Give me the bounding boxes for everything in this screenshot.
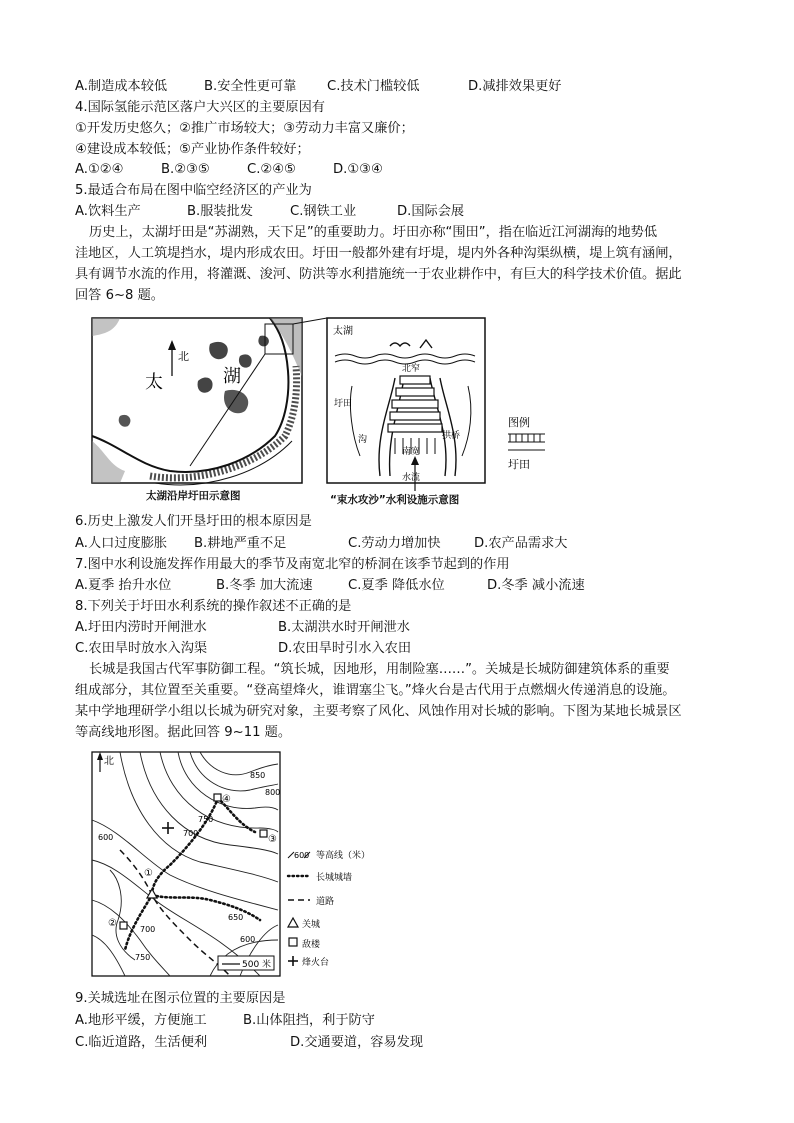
passage1-line-4: 回答 6~8 题。 xyxy=(75,288,164,303)
q6-option-d[interactable]: D.农产品需求大 xyxy=(474,536,568,551)
passage2-line-1: 长城是我国古代军事防御工程。“筑长城，因地形，用制险塞……”。关城是长城防御建筑体系的重要 xyxy=(89,662,670,677)
q4-stem: 4.国际氢能示范区落户大兴区的主要原因有 xyxy=(75,100,325,115)
fig1-lake-char-2: 湖 xyxy=(223,366,241,387)
q9-option-c[interactable]: C.临近道路，生活便利 xyxy=(75,1035,208,1050)
passage1-line-2: 洼地区，人工筑堤挡水，堤内形成农田。圩田一般都外建有圩堤，堤内外各种沟渠纵横，堤上筑有涵闸， xyxy=(75,246,682,261)
fig1-shuiliu-label: 水流 xyxy=(402,473,421,483)
q5-option-b[interactable]: B.服装批发 xyxy=(187,204,253,219)
q8-option-a[interactable]: A.圩田内涝时开闸泄水 xyxy=(75,620,207,635)
q6-option-c[interactable]: C.劳动力增加快 xyxy=(348,536,441,551)
fig1-north-label: 北 xyxy=(178,350,189,363)
q8-option-d[interactable]: D.农田旱时引水入农田 xyxy=(278,641,412,656)
fig1-beizhai-label: 北窄 xyxy=(402,364,421,374)
fig1-weitian-label: 圩田 xyxy=(334,399,353,409)
q4-statements-2: ④建设成本较低；⑤产业协作条件较好； xyxy=(75,142,310,157)
fig2-contour-600: 600 xyxy=(98,833,114,842)
q3-option-b[interactable]: B.安全性更可靠 xyxy=(204,79,297,94)
fig2-legend-contour: 等高线（米） xyxy=(316,851,370,861)
fig2-contour-850: 850 xyxy=(250,771,266,780)
q7-option-c[interactable]: C.夏季 降低水位 xyxy=(348,578,445,593)
passage2-line-2: 组成部分，其位置至关重要。“登高望烽火，谁谓塞尘飞。”烽火台是古代用于点燃烟火传递消息的设施。 xyxy=(75,683,676,698)
q9-stem: 9.关城选址在图示位置的主要原因是 xyxy=(75,991,286,1006)
fig2-legend-wall: 长城城墙 xyxy=(316,873,353,883)
q4-option-d[interactable]: D.①③④ xyxy=(333,162,383,177)
fig2-contour-700b: 700 xyxy=(140,925,156,934)
q6-stem: 6.历史上激发人们开垦圩田的根本原因是 xyxy=(75,514,312,529)
q7-stem: 7.图中水利设施发挥作用最大的季节及南宽北窄的桥洞在该季节起到的作用 xyxy=(75,557,510,572)
fig2-contour-750b: 750 xyxy=(135,953,151,962)
fig2-marker-2: ② xyxy=(108,918,117,929)
fig2-contour-800: 800 xyxy=(265,788,281,797)
fig2-north-label: 北 xyxy=(104,756,114,767)
fig2-marker-3: ③ xyxy=(268,834,277,845)
q8-option-b[interactable]: B.太湖洪水时开闸泄水 xyxy=(278,620,410,635)
figure-taihu-weitian xyxy=(90,316,550,512)
passage2-line-4: 等高线地形图。据此回答 9~11 题。 xyxy=(75,725,292,740)
fig2-contour-700: 700 xyxy=(183,829,199,838)
q5-option-d[interactable]: D.国际会展 xyxy=(397,204,465,219)
figure-taihu-svg xyxy=(90,316,550,512)
q4-option-c[interactable]: C.②④⑤ xyxy=(247,162,296,177)
q7-option-d[interactable]: D.冬季 减小流速 xyxy=(487,578,585,593)
fig1-left-caption: 太湖沿岸圩田示意图 xyxy=(146,490,241,502)
q5-option-c[interactable]: C.钢铁工业 xyxy=(290,204,357,219)
figure-greatwall-contour xyxy=(90,750,370,982)
fig1-gou-label: 沟 xyxy=(358,435,368,445)
q8-option-c[interactable]: C.农田旱时放水入沟渠 xyxy=(75,641,208,656)
fig1-legend-title: 图例 xyxy=(508,416,530,429)
figure-contour-svg xyxy=(90,750,370,982)
q9-option-a[interactable]: A.地形平缓，方便施工 xyxy=(75,1013,207,1028)
q4-option-a[interactable]: A.①②④ xyxy=(75,162,124,177)
q9-option-b[interactable]: B.山体阻挡，利于防守 xyxy=(243,1013,375,1028)
fig2-legend-pass: 关城 xyxy=(302,920,321,930)
q4-option-b[interactable]: B.②③⑤ xyxy=(161,162,210,177)
q6-option-a[interactable]: A.人口过度膨胀 xyxy=(75,536,168,551)
q3-option-a[interactable]: A.制造成本较低 xyxy=(75,79,168,94)
fig2-contour-600b: 600 xyxy=(240,935,256,944)
fig1-right-caption: “束水攻沙”水利设施示意图 xyxy=(330,494,460,506)
q7-option-b[interactable]: B.冬季 加大流速 xyxy=(216,578,313,593)
q4-statements-1: ①开发历史悠久；②推广市场较大；③劳动力丰富又廉价； xyxy=(75,121,414,136)
passage2-line-3: 某中学地理研学小组以长城为研究对象，主要考察了风化、风蚀作用对长城的影响。下图为某地长城景区 xyxy=(75,704,682,719)
fig2-legend-beacon: 烽火台 xyxy=(302,958,330,968)
q7-option-a[interactable]: A.夏季 抬升水位 xyxy=(75,578,172,593)
q3-option-d[interactable]: D.减排效果更好 xyxy=(468,79,562,94)
q8-stem: 8.下列关于圩田水利系统的操作叙述不正确的是 xyxy=(75,599,352,614)
fig2-contour-650: 650 xyxy=(228,913,244,922)
fig1-taihu-label: 太湖 xyxy=(333,326,353,337)
fig1-gongqiao-label: 拱桥 xyxy=(442,431,461,441)
q5-option-a[interactable]: A.饮料生产 xyxy=(75,204,141,219)
passage1-line-3: 具有调节水流的作用，将灌溉、浚河、防洪等水利措施统一于农业耕作中，有巨大的科学技术价值。据此 xyxy=(75,267,682,282)
q3-option-c[interactable]: C.技术门槛较低 xyxy=(327,79,420,94)
q6-option-b[interactable]: B.耕地严重不足 xyxy=(194,536,287,551)
fig2-marker-4: ④ xyxy=(222,794,231,805)
fig2-contour-750: 750 xyxy=(198,815,214,824)
fig2-legend-contour-value: 600 xyxy=(294,851,310,860)
fig1-legend-weitian: 圩田 xyxy=(508,458,530,471)
fig2-legend-road: 道路 xyxy=(316,897,335,907)
passage1-line-1: 历史上，太湖圩田是“苏湖熟，天下足”的重要助力。圩田亦称“围田”，指在临近江河湖海的地势低 xyxy=(89,225,658,240)
fig2-marker-1: ① xyxy=(144,868,153,879)
q9-option-d[interactable]: D.交通要道，容易发现 xyxy=(290,1035,424,1050)
fig1-nankuan-label: 南宽 xyxy=(402,447,421,457)
fig2-legend-tower: 敌楼 xyxy=(302,940,321,950)
fig2-scale-label: 500 米 xyxy=(242,960,272,970)
q5-stem: 5.最适合布局在图中临空经济区的产业为 xyxy=(75,183,312,198)
fig1-lake-char-1: 太 xyxy=(145,372,163,393)
